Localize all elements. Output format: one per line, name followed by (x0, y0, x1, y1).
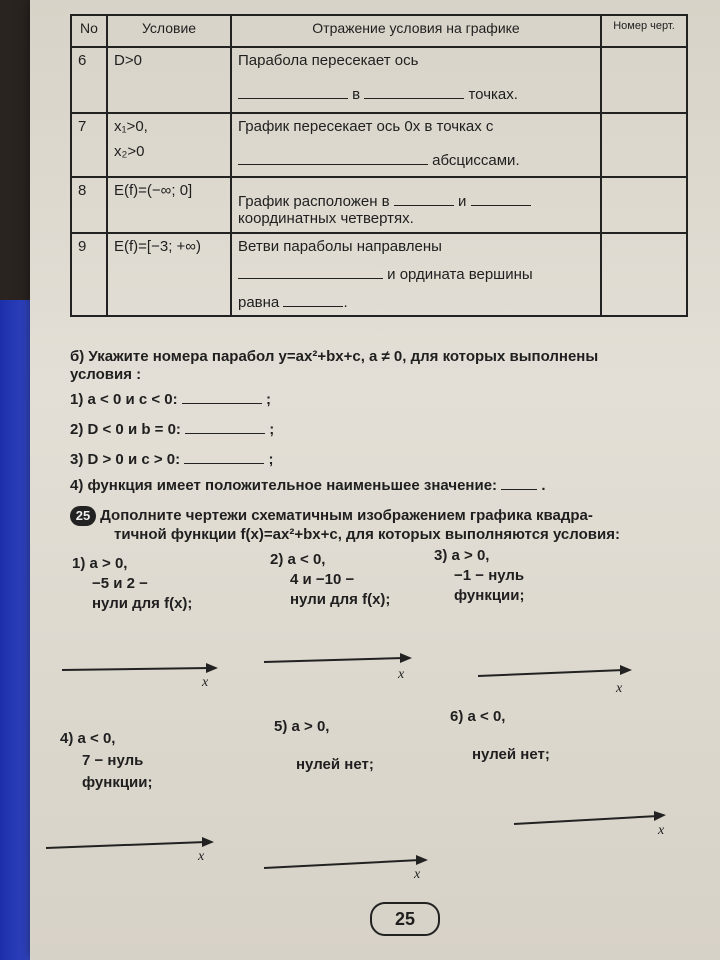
section-b-intro: б) Укажите номера парабол y=ax²+bx+c, a ≠ 0, для которых выполнены (70, 348, 599, 365)
item-label: 1) a < 0 и c < 0: (70, 391, 178, 408)
x-axis-4 (46, 837, 214, 864)
row-condition: E(f)=[−3; +∞) (107, 233, 231, 316)
section-b-intro-2: условия : (70, 366, 142, 383)
item-label: 4) функция имеет положительное наименьшее значение: (70, 477, 498, 494)
item-line: нули для f(x); (92, 595, 193, 612)
condition-line: x₂>0 (114, 143, 145, 160)
page-number: 25 (370, 902, 440, 936)
axis-label: x (198, 849, 205, 864)
reflection-text: График пересекает ось 0x в точках с (238, 118, 494, 135)
reflection-text: абсциссами. (432, 152, 520, 169)
axis-label: x (658, 823, 665, 838)
reflection-text: и ордината вершины (387, 266, 533, 283)
axis-label: x (414, 867, 421, 882)
reflection-text: Парабола пересекает ось (238, 52, 419, 69)
row-number: 6 (71, 47, 107, 113)
x-axis-1 (62, 663, 218, 690)
item-line: 4 и −10 − (290, 571, 355, 588)
reflection-text: равна (238, 294, 280, 311)
reflection-text: точках. (468, 86, 518, 103)
item-line: 4) a < 0, (60, 730, 116, 747)
reflection-text: График расположен в (238, 193, 390, 210)
row-number: 8 (71, 177, 107, 233)
row-condition: D>0 (107, 47, 231, 113)
task-text-2: тичной функции f(x)=ax²+bx+c, для которых выполняются условия: (114, 526, 620, 543)
row-number: 7 (71, 113, 107, 177)
item-label: 2) D < 0 и b = 0: (70, 421, 181, 438)
header-figure-number: Номер черт. (601, 15, 687, 47)
item-line: 3) a > 0, (434, 547, 490, 564)
reflection-text: . (343, 294, 348, 311)
x-axis-6 (514, 811, 666, 838)
item-line: функции; (82, 774, 153, 791)
item-end: ; (269, 421, 275, 438)
reflection-text: координатных четвертях. (238, 210, 414, 227)
axis-label: x (202, 675, 209, 690)
worksheet-page (30, 0, 720, 960)
task-number-badge: 25 (70, 506, 96, 526)
task-text: Дополните чертежи схематичным изображением графика квадра- (100, 507, 593, 524)
x-axis-5 (264, 855, 428, 882)
header-no: No (71, 15, 107, 47)
condition-line: x₁>0, (114, 118, 148, 135)
item-label: 3) D > 0 и c > 0: (70, 451, 181, 468)
header-condition: Условие (107, 15, 231, 47)
item-line: 2) a < 0, (270, 551, 326, 568)
item-line: 5) a > 0, (274, 718, 330, 735)
axis-label: x (616, 681, 623, 696)
item-line: −5 и 2 − (92, 575, 148, 592)
row-number: 9 (71, 233, 107, 316)
reflection-text: и (457, 193, 467, 210)
item-line: 6) a < 0, (450, 708, 506, 725)
row-condition: E(f)=(−∞; 0] (107, 177, 231, 233)
item-line: 7 − нуль (82, 752, 144, 769)
item-end: ; (265, 391, 271, 408)
reflection-text: в (352, 86, 361, 103)
x-axis-3 (478, 665, 632, 696)
item-line: нулей нет; (296, 756, 374, 773)
item-line: нулей нет; (472, 746, 550, 763)
axes-layer (30, 0, 720, 960)
item-line: 1) a > 0, (72, 555, 128, 572)
item-line: функции; (454, 587, 525, 604)
item-line: −1 − нуль (454, 567, 525, 584)
reflection-text: Ветви параболы направлены (238, 238, 442, 255)
item-line: нули для f(x); (290, 591, 391, 608)
item-end: . (541, 477, 546, 494)
axis-label: x (398, 667, 405, 682)
x-axis-2 (264, 653, 412, 682)
item-end: ; (268, 451, 274, 468)
header-reflection: Отражение условия на графике (231, 15, 601, 47)
